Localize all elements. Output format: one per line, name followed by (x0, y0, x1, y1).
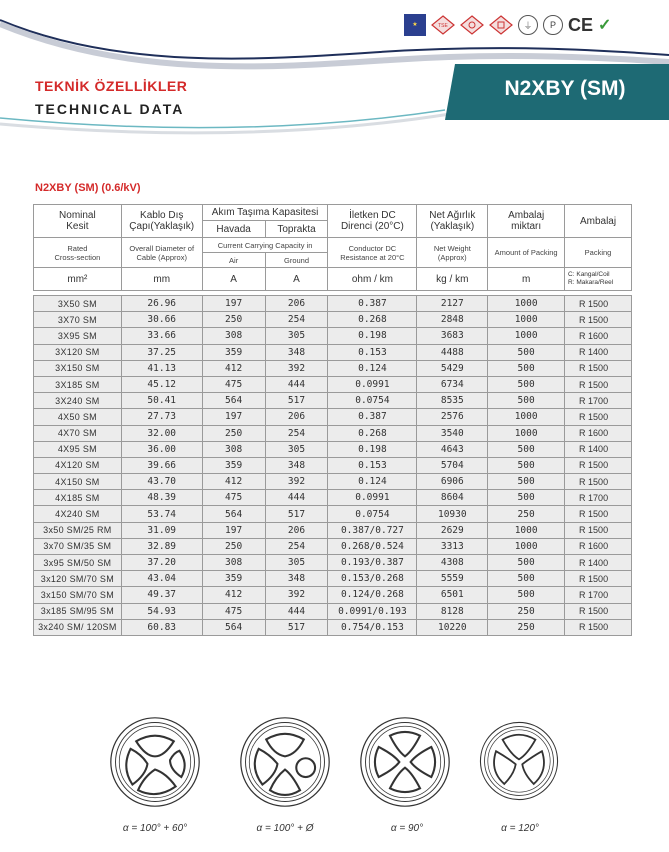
cell-resistance: 0.387 (328, 409, 417, 425)
cell-cross-section: 3x50 SM/25 RM (34, 522, 122, 538)
cell-current-ground: 392 (265, 360, 328, 376)
cell-weight: 4308 (417, 555, 488, 571)
cell-current-ground: 348 (265, 457, 328, 473)
cell-cross-section: 4X50 SM (34, 409, 122, 425)
cell-packing-amount: 500 (488, 571, 565, 587)
cell-packing-amount: 1000 (488, 522, 565, 538)
rohs-icon: ✓ (598, 17, 612, 34)
table-row (34, 344, 632, 360)
cell-current-air: 308 (202, 328, 265, 344)
cell-diameter: 54.93 (121, 603, 202, 619)
cell-weight: 6906 (417, 474, 488, 490)
cell-resistance: 0.153 (328, 344, 417, 360)
cell-packing: R 1500 (565, 522, 632, 538)
unit-amount: m (488, 268, 565, 291)
cell-current-air: 359 (202, 457, 265, 473)
table-row (34, 393, 632, 409)
cell-diameter: 33.66 (121, 328, 202, 344)
cell-current-air: 197 (202, 409, 265, 425)
cell-packing-amount: 500 (488, 376, 565, 392)
cell-diameter: 50.41 (121, 393, 202, 409)
table-row (34, 619, 632, 635)
cell-diameter: 26.96 (121, 296, 202, 312)
header-ground: Toprakta (265, 221, 328, 238)
spec-table (33, 204, 632, 636)
cell-cross-section: 3x70 SM/35 SM (34, 538, 122, 554)
table-row (34, 538, 632, 554)
cell-current-air: 412 (202, 360, 265, 376)
cell-cross-section: 4X150 SM (34, 474, 122, 490)
header-resistance: İletken DC Direnci (20°C) (328, 205, 417, 238)
cell-resistance: 0.153/0.268 (328, 571, 417, 587)
cell-current-air: 250 (202, 425, 265, 441)
unit-packing-reel: R: Makara/Reel (568, 279, 614, 286)
cell-current-ground: 305 (265, 555, 328, 571)
cell-packing: R 1500 (565, 619, 632, 635)
cell-current-ground: 348 (265, 344, 328, 360)
cell-current-ground: 305 (265, 328, 328, 344)
cell-packing-amount: 1000 (488, 425, 565, 441)
cell-current-ground: 206 (265, 522, 328, 538)
cell-resistance: 0.0991 (328, 376, 417, 392)
title-turkish: TEKNİK ÖZELLİKLER (35, 78, 188, 94)
cell-current-air: 412 (202, 587, 265, 603)
green-diamond-icon (489, 14, 513, 36)
header-packing-amount: Ambalaj miktarı (488, 205, 565, 238)
diagram-caption-2: α = 100° + Ø (256, 823, 314, 834)
cell-packing: R 1500 (565, 409, 632, 425)
cell-packing: R 1500 (565, 360, 632, 376)
cell-weight: 6501 (417, 587, 488, 603)
cable-3-sector-plus-small-icon (108, 715, 202, 809)
table-row (34, 506, 632, 522)
header-packing: Ambalaj (565, 205, 632, 238)
cell-weight: 5704 (417, 457, 488, 473)
cell-packing-amount: 500 (488, 441, 565, 457)
cell-packing-amount: 250 (488, 619, 565, 635)
cell-weight: 3540 (417, 425, 488, 441)
header-air: Havada (202, 221, 265, 238)
cell-resistance: 0.198 (328, 441, 417, 457)
header-air-en: Air (202, 253, 265, 268)
table-row (34, 571, 632, 587)
cell-packing-amount: 500 (488, 490, 565, 506)
cell-resistance: 0.387 (328, 296, 417, 312)
cell-cross-section: 3x120 SM/70 SM (34, 571, 122, 587)
header-packing-amount-en: Amount of Packing (488, 238, 565, 268)
cell-cross-section: 4X70 SM (34, 425, 122, 441)
cell-current-ground: 392 (265, 587, 328, 603)
cell-packing-amount: 500 (488, 393, 565, 409)
cell-weight: 6734 (417, 376, 488, 392)
cell-current-ground: 444 (265, 603, 328, 619)
diagram-caption-3: α = 90° (390, 823, 424, 834)
cell-current-air: 197 (202, 522, 265, 538)
ghost-diamond-icon (460, 14, 484, 36)
cell-resistance: 0.124 (328, 474, 417, 490)
cell-packing: R 1500 (565, 571, 632, 587)
cell-packing-amount: 1000 (488, 409, 565, 425)
cell-current-air: 250 (202, 538, 265, 554)
cell-diameter: 32.89 (121, 538, 202, 554)
cell-weight: 5559 (417, 571, 488, 587)
cell-current-air: 564 (202, 393, 265, 409)
diagram-caption-1: α = 100° + 60° (122, 823, 188, 834)
header-current-en: Current Carrying Capacity in (202, 238, 328, 253)
cell-resistance: 0.268/0.524 (328, 538, 417, 554)
cell-weight: 10930 (417, 506, 488, 522)
unit-packing (565, 268, 632, 291)
table-row (34, 587, 632, 603)
cell-packing: R 1700 (565, 393, 632, 409)
cell-packing-amount: 1000 (488, 538, 565, 554)
cell-current-ground: 444 (265, 376, 328, 392)
cell-cross-section: 3X50 SM (34, 296, 122, 312)
table-row (34, 441, 632, 457)
cell-resistance: 0.0991 (328, 490, 417, 506)
cell-diameter: 36.00 (121, 441, 202, 457)
cell-packing: R 1600 (565, 328, 632, 344)
unit-diameter: mm (121, 268, 202, 291)
cell-diameter: 49.37 (121, 587, 202, 603)
cell-current-air: 564 (202, 619, 265, 635)
cell-current-ground: 206 (265, 296, 328, 312)
cell-packing-amount: 500 (488, 555, 565, 571)
cell-weight: 4488 (417, 344, 488, 360)
table-row (34, 603, 632, 619)
table-row (34, 312, 632, 328)
cell-resistance: 0.268 (328, 425, 417, 441)
header-nominal: Nominal Kesit (34, 205, 122, 238)
cell-current-ground: 517 (265, 619, 328, 635)
header-current: Akım Taşıma Kapasitesi (202, 205, 328, 221)
cell-weight: 2127 (417, 296, 488, 312)
cell-cross-section: 3x240 SM/ 120SM (34, 619, 122, 635)
unit-ground: A (265, 268, 328, 291)
cell-diameter: 45.12 (121, 376, 202, 392)
cell-packing: R 1400 (565, 441, 632, 457)
cell-packing: R 1700 (565, 490, 632, 506)
header-packing-en: Packing (565, 238, 632, 268)
cell-current-air: 475 (202, 490, 265, 506)
cell-diameter: 43.04 (121, 571, 202, 587)
cell-diameter: 30.66 (121, 312, 202, 328)
table-row (34, 474, 632, 490)
cell-diameter: 37.20 (121, 555, 202, 571)
cell-packing: R 1600 (565, 425, 632, 441)
cell-current-air: 564 (202, 506, 265, 522)
cell-packing-amount: 500 (488, 474, 565, 490)
cell-diameter: 60.83 (121, 619, 202, 635)
header-nominal-en: Rated Cross-section (34, 238, 122, 268)
cell-current-air: 412 (202, 474, 265, 490)
ce-mark-icon: CE (568, 14, 594, 35)
cell-cross-section: 3X240 SM (34, 393, 122, 409)
cell-cross-section: 3x185 SM/95 SM (34, 603, 122, 619)
cell-weight: 2576 (417, 409, 488, 425)
ground-symbol-icon: ⏚ (518, 15, 538, 35)
cable-4-sector-icon (358, 715, 452, 809)
cell-packing: R 1500 (565, 457, 632, 473)
cell-packing: R 1500 (565, 312, 632, 328)
cell-current-air: 250 (202, 312, 265, 328)
cell-resistance: 0.193/0.387 (328, 555, 417, 571)
cell-current-ground: 444 (265, 490, 328, 506)
cell-weight: 3313 (417, 538, 488, 554)
cell-diameter: 37.25 (121, 344, 202, 360)
cell-weight: 10220 (417, 619, 488, 635)
table-title: N2XBY (SM) (0.6/kV) (35, 182, 141, 194)
cell-resistance: 0.268 (328, 312, 417, 328)
svg-text:TSE: TSE (438, 23, 448, 29)
cell-packing: R 1500 (565, 506, 632, 522)
cell-resistance: 0.153 (328, 457, 417, 473)
cell-current-ground: 517 (265, 506, 328, 522)
cell-current-ground: 348 (265, 571, 328, 587)
cell-resistance: 0.754/0.153 (328, 619, 417, 635)
cell-cross-section: 3x150 SM/70 SM (34, 587, 122, 603)
unit-packing-coil: C: Kangal/Coil (568, 271, 610, 278)
cell-weight: 8604 (417, 490, 488, 506)
cell-packing-amount: 500 (488, 587, 565, 603)
product-code: N2XBY (SM) (504, 77, 626, 100)
cell-diameter: 41.13 (121, 360, 202, 376)
cell-weight: 2848 (417, 312, 488, 328)
table-row (34, 425, 632, 441)
tse-flag-icon: ★ (404, 14, 426, 36)
unit-nominal: mm² (34, 268, 122, 291)
cell-weight: 8535 (417, 393, 488, 409)
spec-table-body (34, 291, 632, 636)
cable-3-sector-icon (478, 720, 560, 802)
header-resistance-en: Conductor DC Resistance at 20°C (328, 238, 417, 268)
gost-icon: Р (543, 15, 563, 35)
cell-current-air: 308 (202, 555, 265, 571)
cell-cross-section: 3X150 SM (34, 360, 122, 376)
cell-current-air: 475 (202, 603, 265, 619)
cell-current-ground: 254 (265, 538, 328, 554)
cell-resistance: 0.0754 (328, 506, 417, 522)
cell-current-ground: 392 (265, 474, 328, 490)
cell-resistance: 0.124 (328, 360, 417, 376)
cell-weight: 4643 (417, 441, 488, 457)
cell-diameter: 48.39 (121, 490, 202, 506)
table-row (34, 376, 632, 392)
cell-packing: R 1600 (565, 538, 632, 554)
cell-diameter: 43.70 (121, 474, 202, 490)
header-ground-en: Ground (265, 253, 328, 268)
cell-cross-section: 3X70 SM (34, 312, 122, 328)
header-weight: Net Ağırlık (Yaklaşık) (417, 205, 488, 238)
cell-weight: 2629 (417, 522, 488, 538)
cell-cross-section: 3X185 SM (34, 376, 122, 392)
cell-resistance: 0.124/0.268 (328, 587, 417, 603)
cell-cross-section: 3x95 SM/50 SM (34, 555, 122, 571)
cell-resistance: 0.0991/0.193 (328, 603, 417, 619)
cell-cross-section: 3X95 SM (34, 328, 122, 344)
table-row (34, 555, 632, 571)
cell-current-ground: 517 (265, 393, 328, 409)
cell-packing-amount: 250 (488, 603, 565, 619)
cable-3-sector-plus-round-icon (238, 715, 332, 809)
cell-current-ground: 254 (265, 312, 328, 328)
table-row (34, 409, 632, 425)
cell-packing: R 1400 (565, 555, 632, 571)
header-weight-en: Net Weight (Approx) (417, 238, 488, 268)
cell-packing-amount: 1000 (488, 328, 565, 344)
certification-row (404, 12, 611, 38)
cell-current-air: 475 (202, 376, 265, 392)
table-row (34, 296, 632, 312)
diagram-caption-4: α = 120° (501, 823, 539, 834)
cell-current-air: 197 (202, 296, 265, 312)
header-diameter: Kablo Dış Çapı(Yaklaşık) (121, 205, 202, 238)
cell-current-air: 359 (202, 571, 265, 587)
cell-packing: R 1500 (565, 474, 632, 490)
cell-cross-section: 4X95 SM (34, 441, 122, 457)
table-row (34, 490, 632, 506)
cell-resistance: 0.198 (328, 328, 417, 344)
table-row (34, 360, 632, 376)
tse-diamond-icon (431, 14, 455, 36)
unit-weight: kg / km (417, 268, 488, 291)
cell-current-air: 308 (202, 441, 265, 457)
cell-cross-section: 4X240 SM (34, 506, 122, 522)
cell-diameter: 53.74 (121, 506, 202, 522)
cell-packing: R 1500 (565, 603, 632, 619)
cell-current-ground: 305 (265, 441, 328, 457)
cell-cross-section: 3X120 SM (34, 344, 122, 360)
title-english: TECHNICAL DATA (35, 101, 185, 117)
cell-diameter: 39.66 (121, 457, 202, 473)
cell-resistance: 0.387/0.727 (328, 522, 417, 538)
cell-diameter: 27.73 (121, 409, 202, 425)
cell-weight: 3683 (417, 328, 488, 344)
cell-current-air: 359 (202, 344, 265, 360)
cell-packing-amount: 1000 (488, 312, 565, 328)
cell-current-ground: 254 (265, 425, 328, 441)
cell-cross-section: 4X120 SM (34, 457, 122, 473)
table-row (34, 328, 632, 344)
cell-packing: R 1500 (565, 376, 632, 392)
cell-packing: R 1700 (565, 587, 632, 603)
cell-cross-section: 4X185 SM (34, 490, 122, 506)
table-row (34, 522, 632, 538)
cell-packing: R 1500 (565, 296, 632, 312)
cell-packing-amount: 1000 (488, 296, 565, 312)
cell-weight: 5429 (417, 360, 488, 376)
unit-air: A (202, 268, 265, 291)
cell-weight: 8128 (417, 603, 488, 619)
cell-diameter: 31.09 (121, 522, 202, 538)
cell-packing-amount: 500 (488, 344, 565, 360)
unit-resistance: ohm / km (328, 268, 417, 291)
cell-packing-amount: 250 (488, 506, 565, 522)
cell-diameter: 32.00 (121, 425, 202, 441)
cell-packing-amount: 500 (488, 457, 565, 473)
table-row (34, 457, 632, 473)
cell-current-ground: 206 (265, 409, 328, 425)
header-diameter-en: Overall Diameter of Cable (Approx) (121, 238, 202, 268)
cell-packing: R 1400 (565, 344, 632, 360)
cell-resistance: 0.0754 (328, 393, 417, 409)
cell-packing-amount: 500 (488, 360, 565, 376)
